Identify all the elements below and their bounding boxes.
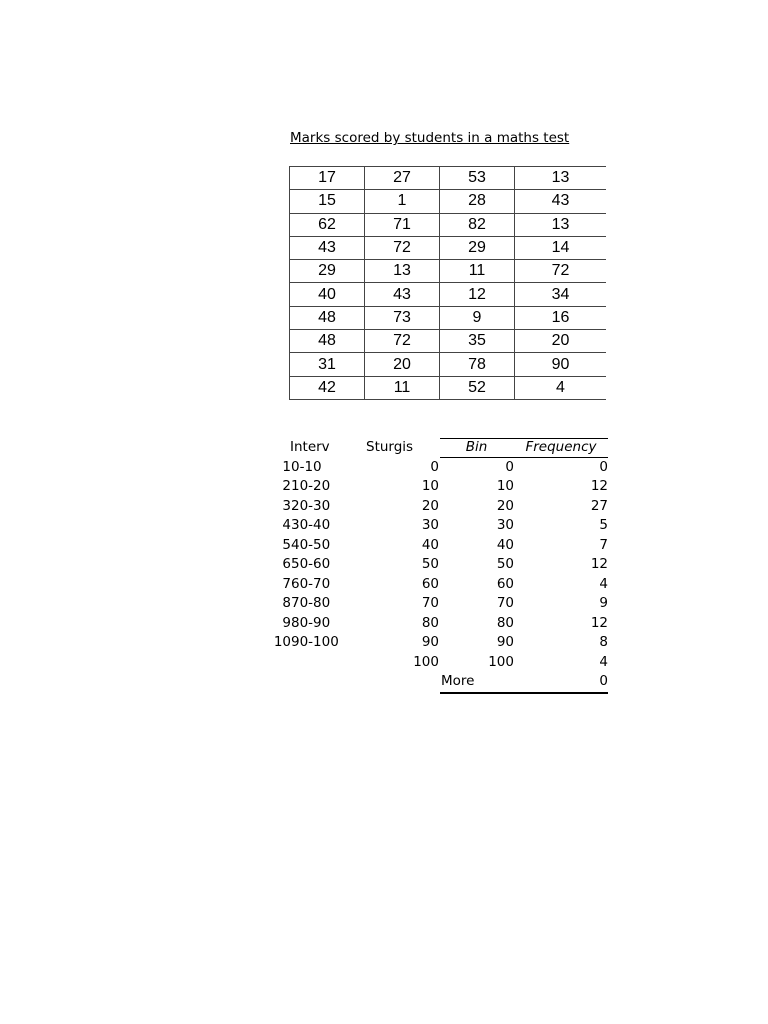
frequency-row (260, 516, 608, 536)
marks-cell: 13 (515, 167, 607, 190)
marks-cell: 72 (365, 236, 440, 259)
frequency-row (260, 458, 608, 478)
frequency-value: 9 (599, 595, 608, 611)
bin-value: 30 (496, 517, 514, 533)
interval-label: 60-70 (291, 575, 331, 592)
interval-label: 80-90 (291, 614, 331, 631)
frequency-row (260, 653, 608, 673)
more-bin: More (441, 673, 475, 689)
bin-value: 50 (496, 556, 514, 572)
row-number: 5 (282, 536, 291, 553)
row-number: 7 (282, 575, 291, 592)
marks-cell: 28 (440, 190, 515, 213)
row-number: 1 (282, 458, 291, 475)
frequency-value: 0 (599, 458, 608, 475)
frequency-value: 4 (599, 575, 608, 592)
frequency-value: 12 (590, 556, 608, 572)
sturgis-value: 70 (421, 595, 439, 611)
row-number: 2 (282, 478, 291, 494)
marks-cell: 12 (440, 283, 515, 306)
marks-cell: 82 (440, 213, 515, 236)
bin-value: 80 (496, 614, 514, 631)
sturgis-value: 10 (421, 478, 439, 494)
sturgis-value: 20 (421, 497, 439, 514)
marks-row (290, 236, 607, 259)
frequency-value: 4 (599, 653, 608, 670)
frequency-row (260, 575, 608, 595)
marks-cell: 35 (440, 330, 515, 353)
frequency-row (260, 497, 608, 517)
frequency-row (260, 614, 608, 634)
bin-value: 20 (496, 497, 514, 514)
marks-cell: 62 (290, 213, 365, 236)
bin-value: 10 (496, 478, 514, 494)
marks-cell: 13 (515, 213, 607, 236)
marks-cell: 53 (440, 167, 515, 190)
marks-cell: 43 (290, 236, 365, 259)
marks-cell: 78 (440, 353, 515, 376)
header-bin: Bin (465, 439, 488, 455)
marks-cell: 13 (365, 260, 440, 283)
sturgis-value: 50 (421, 556, 439, 572)
row-number: 3 (282, 497, 291, 514)
frequency-value: 12 (590, 614, 608, 631)
interval-label: 90-100 (291, 634, 339, 650)
frequency-value: 12 (590, 478, 608, 494)
sturgis-value: 100 (413, 653, 439, 670)
frequency-value: 27 (590, 497, 608, 514)
marks-cell: 20 (515, 330, 607, 353)
header-sturgis: Sturgis (366, 439, 414, 455)
marks-cell: 1 (365, 190, 440, 213)
frequency-row (260, 633, 608, 653)
bin-table-header-rule (440, 457, 608, 458)
marks-cell: 34 (515, 283, 607, 306)
sturgis-value: 80 (421, 614, 439, 631)
bin-table-bottom-rule (440, 692, 608, 694)
marks-row (290, 330, 607, 353)
interval-label: 0-10 (291, 458, 322, 475)
marks-row (290, 306, 607, 329)
marks-row (290, 213, 607, 236)
sturgis-value: 90 (421, 634, 439, 650)
marks-cell: 73 (365, 306, 440, 329)
marks-row (290, 283, 607, 306)
frequency-value: 8 (599, 634, 608, 650)
more-frequency: 0 (599, 673, 608, 689)
bin-value: 100 (488, 653, 514, 670)
marks-cell: 90 (515, 353, 607, 376)
marks-cell: 48 (290, 330, 365, 353)
marks-cell: 16 (515, 306, 607, 329)
interval-label: 40-50 (291, 536, 331, 553)
bin-table-top-rule (440, 438, 608, 439)
marks-cell: 40 (290, 283, 365, 306)
marks-row (290, 376, 607, 399)
marks-cell: 9 (440, 306, 515, 329)
marks-row (290, 260, 607, 283)
marks-cell: 71 (365, 213, 440, 236)
frequency-row (260, 555, 608, 575)
frequency-row (260, 477, 608, 497)
frequency-header-row (260, 438, 608, 458)
marks-cell: 72 (365, 330, 440, 353)
bin-value: 60 (496, 575, 514, 592)
marks-cell: 31 (290, 353, 365, 376)
marks-cell: 15 (290, 190, 365, 213)
row-number: 10 (273, 634, 291, 650)
sturgis-value: 30 (421, 517, 439, 533)
bin-value: 70 (496, 595, 514, 611)
marks-cell: 11 (440, 260, 515, 283)
sturgis-value: 40 (421, 536, 439, 553)
marks-cell: 29 (290, 260, 365, 283)
row-number: 4 (282, 517, 291, 533)
interval-label: 50-60 (291, 556, 331, 572)
frequency-row (260, 536, 608, 556)
marks-cell: 4 (515, 376, 607, 399)
bin-value: 90 (496, 634, 514, 650)
header-frequency: Frequency (525, 439, 597, 455)
sturgis-value: 0 (430, 458, 439, 475)
marks-cell: 11 (365, 376, 440, 399)
marks-cell: 43 (515, 190, 607, 213)
interval-label: 10-20 (291, 478, 331, 494)
bin-value: 40 (496, 536, 514, 553)
marks-row (290, 190, 607, 213)
marks-cell: 17 (290, 167, 365, 190)
marks-cell: 42 (290, 376, 365, 399)
interval-label: 30-40 (291, 517, 331, 533)
marks-cell: 43 (365, 283, 440, 306)
interval-label: 70-80 (291, 595, 331, 611)
marks-table (289, 166, 606, 400)
marks-cell: 72 (515, 260, 607, 283)
marks-cell: 29 (440, 236, 515, 259)
marks-cell: 14 (515, 236, 607, 259)
bin-value: 0 (505, 458, 514, 475)
row-number: 8 (282, 595, 291, 611)
marks-cell: 52 (440, 376, 515, 399)
frequency-value: 5 (599, 517, 608, 533)
interval-label: 20-30 (291, 497, 331, 514)
frequency-row (260, 594, 608, 614)
header-interval: Interv (290, 439, 330, 455)
frequency-value: 7 (599, 536, 608, 553)
sturgis-value: 60 (421, 575, 439, 592)
page-title: Marks scored by students in a maths test (290, 130, 570, 146)
row-number: 6 (282, 556, 291, 572)
row-number: 9 (282, 614, 291, 631)
frequency-more-row (260, 672, 608, 692)
marks-row (290, 167, 607, 190)
marks-cell: 48 (290, 306, 365, 329)
marks-cell: 27 (365, 167, 440, 190)
marks-cell: 20 (365, 353, 440, 376)
frequency-table (260, 438, 608, 692)
marks-row (290, 353, 607, 376)
